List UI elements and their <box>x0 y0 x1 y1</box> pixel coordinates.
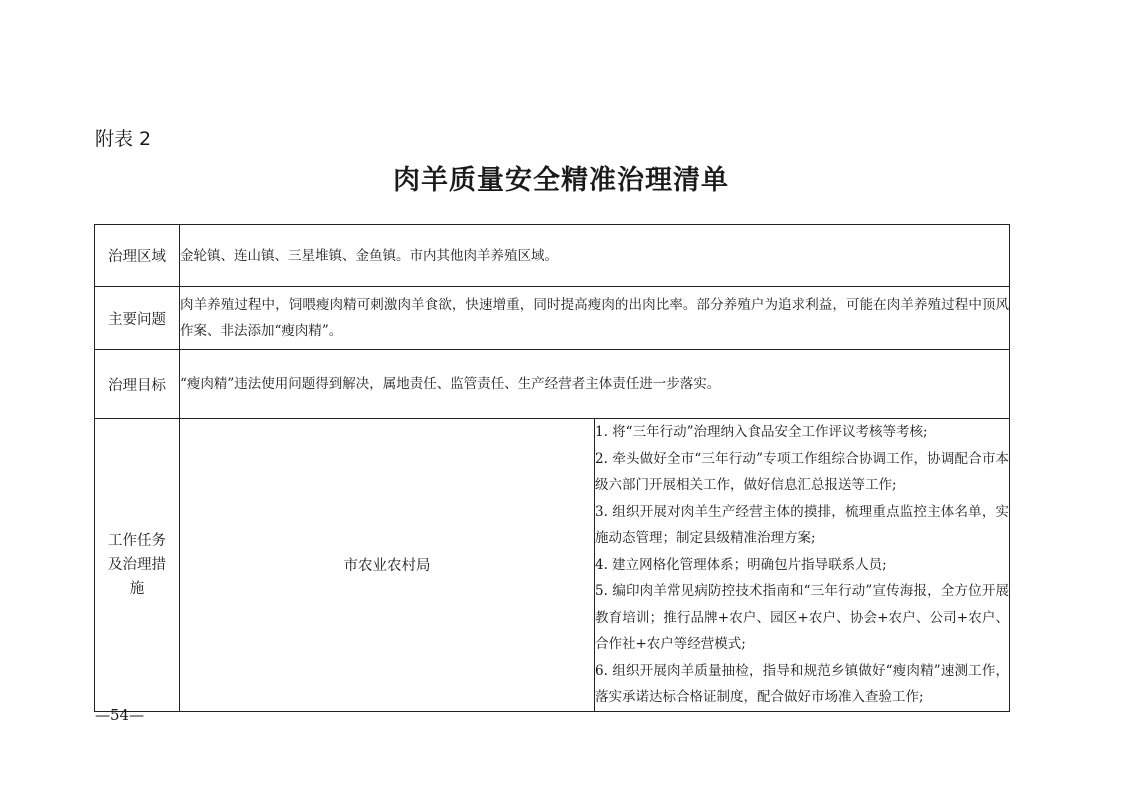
table-row-area <box>95 225 1010 287</box>
task-item: 5. 编印肉羊常见病防控技术指南和“三年行动”宣传海报，全方位开展教育培训；推行品牌+农户、园区+农户、协会+农户、公司+农户、合作社+农户等经营模式; <box>595 583 1009 652</box>
task-item: 3. 组织开展对肉羊生产经营主体的摸排，梳理重点监控主体名单，实施动态管理；制定县级精准治理方案; <box>595 503 1009 546</box>
row-label-goal: 治理目标 <box>95 350 180 419</box>
appendix-label: 附表 2 <box>95 128 152 150</box>
row-label-problem: 主要问题 <box>95 287 180 350</box>
document-title: 肉羊质量安全精准治理清单 <box>393 165 729 196</box>
row-content-area: 金轮镇、连山镇、三星堆镇、金鱼镇。市内其他肉羊养殖区域。 <box>180 225 1010 287</box>
row-label-tasks-line1: 工作任务 <box>108 532 166 549</box>
responsible-department: 市农业农村局 <box>180 419 595 712</box>
task-item: 6. 组织开展肉羊质量抽检，指导和规范乡镇做好“瘦肉精”速测工作，落实承诺达标合格证制度，配合做好市场准入查验工作; <box>595 662 1009 705</box>
row-label-tasks-line2: 及治理措 <box>108 556 166 573</box>
table-row-tasks <box>95 419 1010 712</box>
governance-table <box>94 224 1010 712</box>
row-content-problem: 肉羊养殖过程中，饲喂瘦肉精可刺激肉羊食欲，快速增重，同时提高瘦肉的出肉比率。部分养殖户为追求利益，可能在肉羊养殖过程中顶风作案、非法添加“瘦肉精”。 <box>180 287 1010 350</box>
task-item: 4. 建立网格化管理体系；明确包片指导联系人员; <box>595 556 887 573</box>
row-label-tasks <box>95 419 180 712</box>
table-row-goal <box>95 350 1010 419</box>
page-number: —54— <box>95 706 145 724</box>
row-label-tasks-line3: 施 <box>129 580 145 597</box>
task-list <box>595 419 1010 712</box>
row-label-area: 治理区域 <box>95 225 180 287</box>
table-row-problem <box>95 287 1010 350</box>
task-item: 1. 将“三年行动”治理纳入食品安全工作评议考核等考核; <box>595 424 928 440</box>
task-item: 2. 牵头做好全市“三年行动”专项工作组综合协调工作，协调配合市本级六部门开展相关工作，做好信息汇总报送等工作; <box>595 450 1009 493</box>
row-content-goal: “瘦肉精”违法使用问题得到解决，属地责任、监管责任、生产经营者主体责任进一步落实。 <box>180 350 1010 419</box>
